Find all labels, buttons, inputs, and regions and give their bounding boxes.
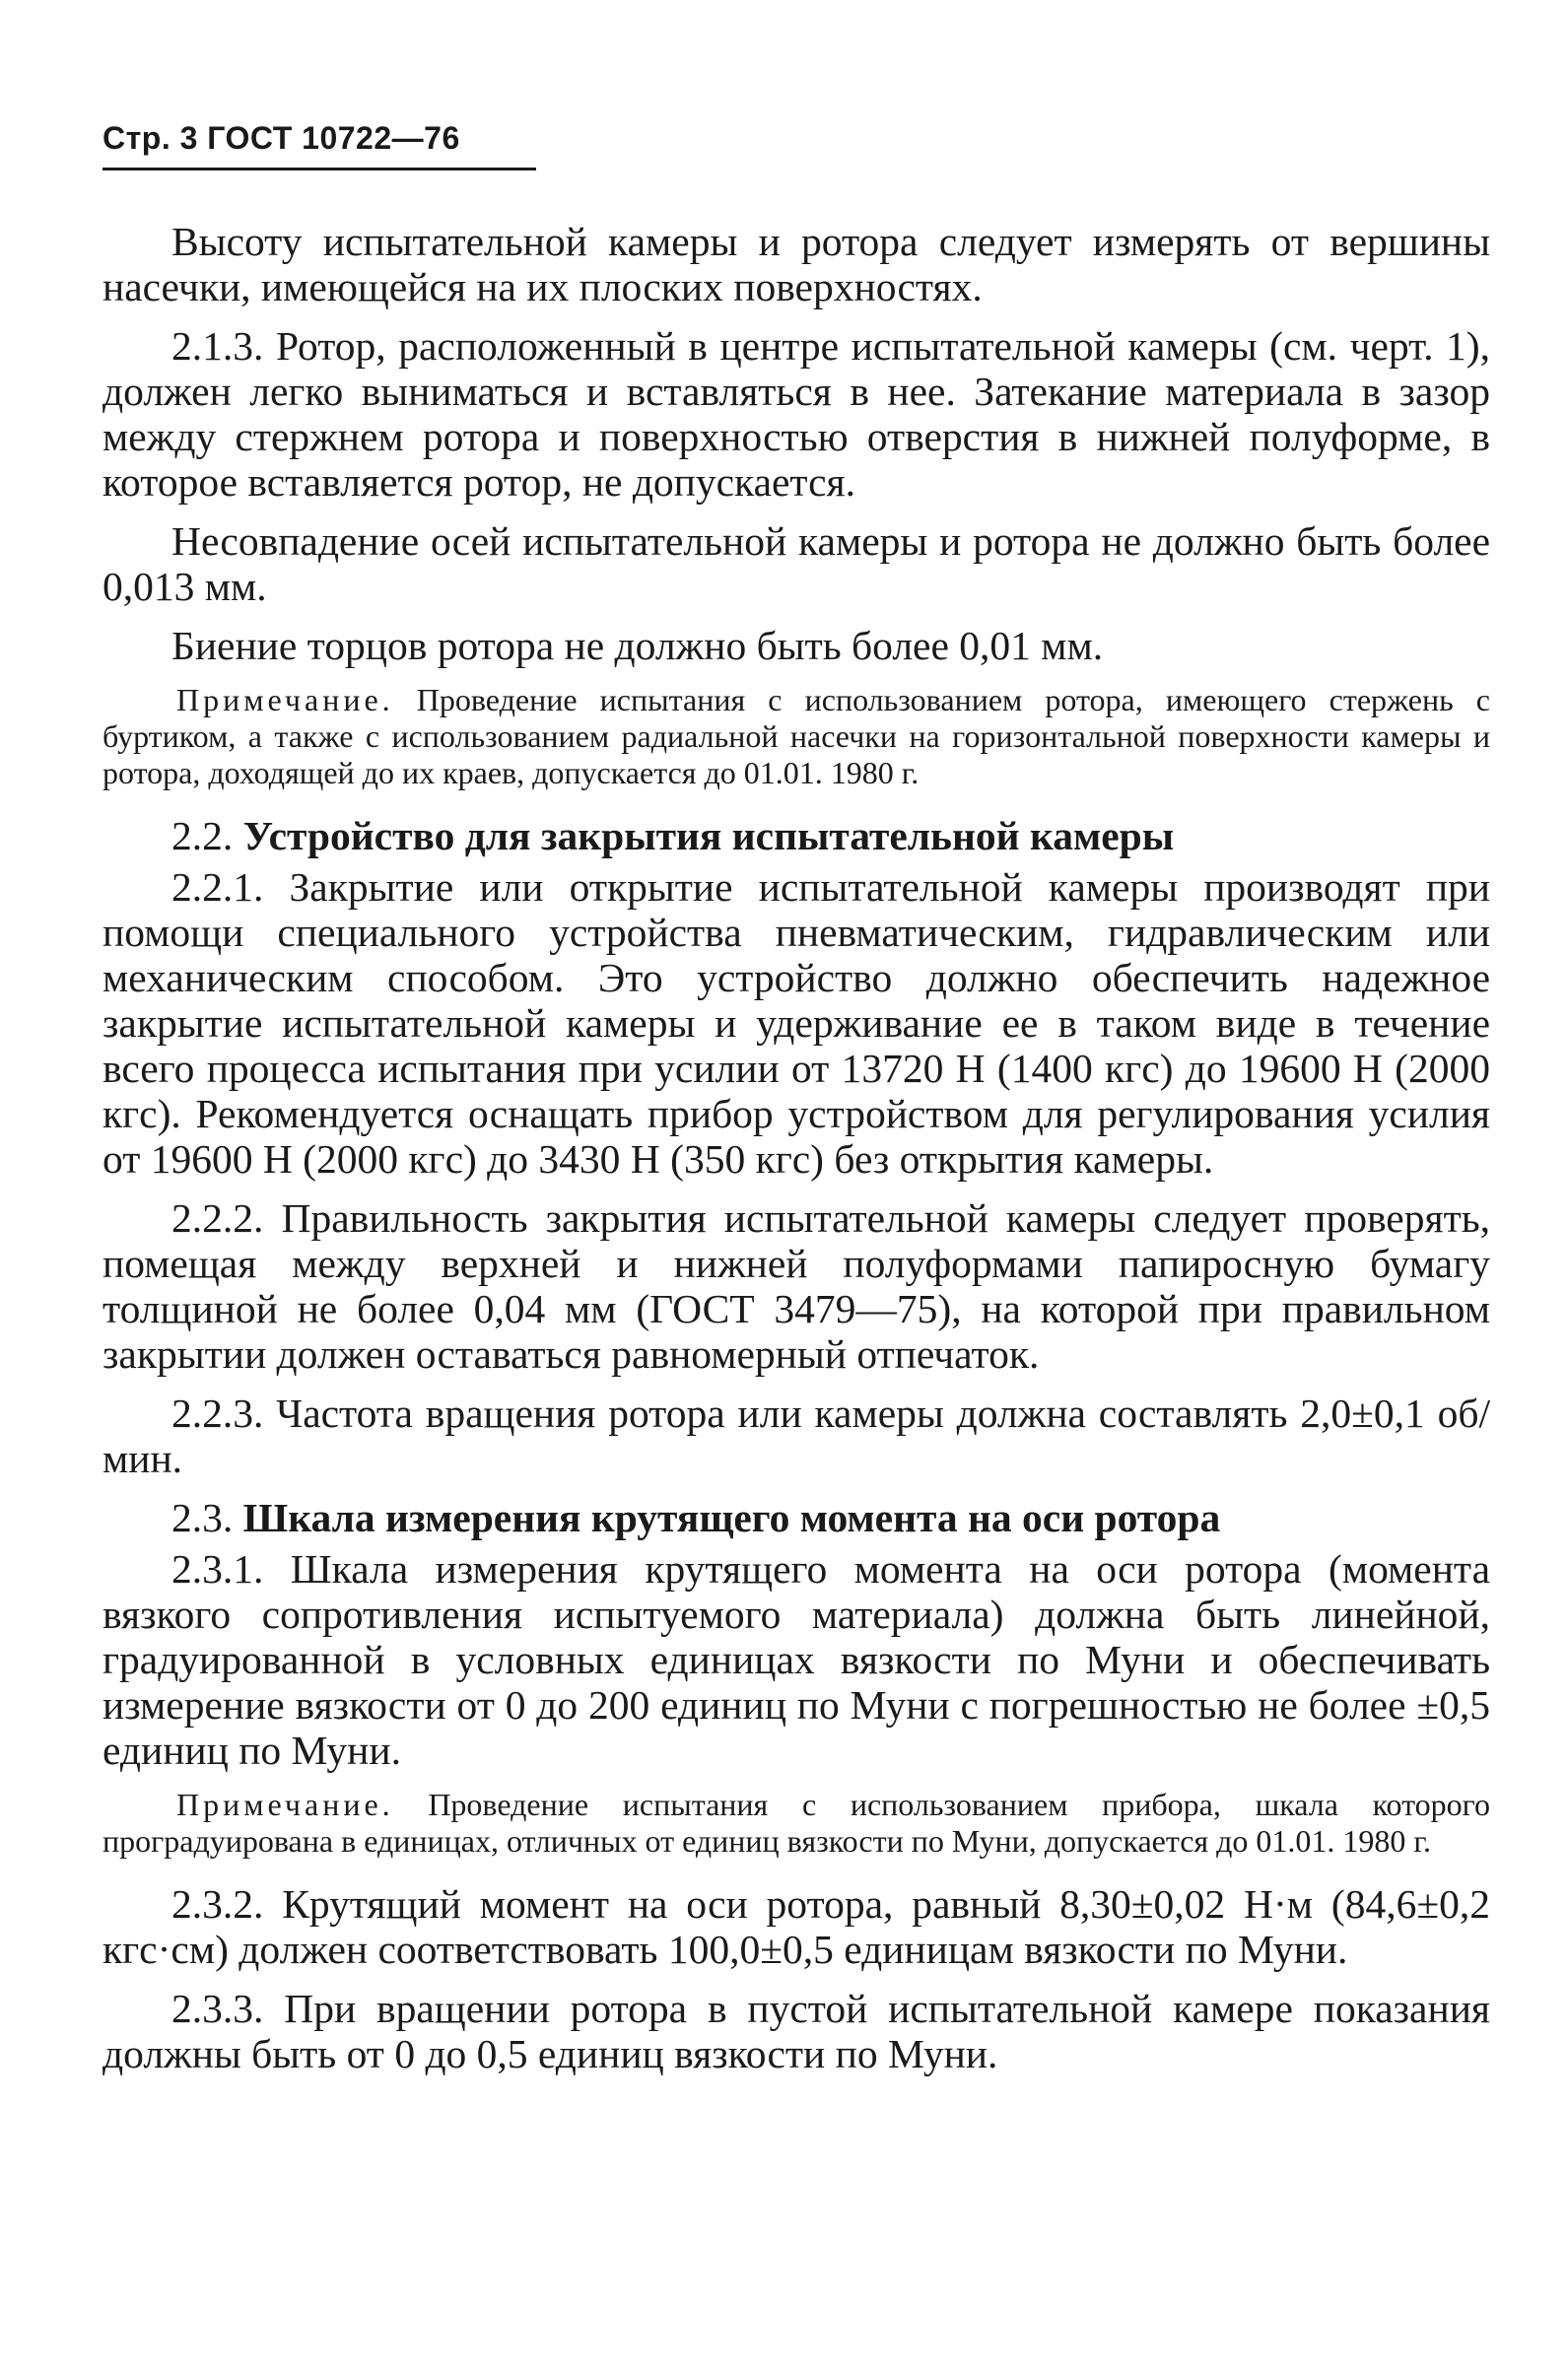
section-heading-2-3: [102, 1495, 1490, 1540]
section-heading-2-2: [102, 813, 1490, 858]
paragraph-axis-misalignment: Несовпадение осей испытательной камеры и ротора не должно быть более 0,013 мм.: [102, 518, 1490, 609]
section-title: Устройство для закрытия испытательной камеры: [242, 813, 1175, 858]
note-label: Примечание.: [176, 1787, 394, 1822]
paragraph-2-2-3: 2.2.3. Частота вращения ротора или камеры должна составлять 2,0±0,1 об/мин.: [102, 1391, 1490, 1481]
paragraph-height-measurement: Высоту испытательной камеры и ротора следует измерять от вершины насечки, имеющейся на их плоских поверхностях.: [102, 219, 1490, 309]
paragraph-2-3-2: 2.3.2. Крутящий момент на оси ротора, равный 8,30±0,02 Н·м (84,6±0,2 кгс·см) должен соответствовать 100,0±0,5 единицам вязкости по Муни.: [102, 1881, 1490, 1972]
paragraph-2-2-2: 2.2.2. Правильность закрытия испытательной камеры следует проверять, помещая между верхней и нижней полуформами папиросную бумагу толщиной не более 0,04 мм (ГОСТ 3479—75), на которой при правильном закрытии должен оставаться равномерный отпечаток.: [102, 1195, 1490, 1377]
section-number: 2.2.: [171, 813, 243, 858]
note-text: Проведение испытания с использованием прибора, шкала которого проградуирована в единицах, отличных от единиц вязкости по Муни, допускается до 01.01. 1980 г.: [102, 1787, 1490, 1859]
header-rule: [102, 168, 536, 170]
paragraph-rotor-runout: Биение торцов ротора не должно быть более 0,01 мм.: [171, 623, 1104, 668]
paragraph-2-2-1: 2.2.1. Закрытие или открытие испытательной камеры производят при помощи специального устройства пневматическим, гидравлическим или механическим способом. Это устройство должно обеспечить надежное закрытие испытательной камеры и удерживание ее в таком виде в течение всего процесса испытания при усилии от 13720 Н (1400 кгс) до 19600 Н (2000 кгс). Рекомендуется оснащать прибор устройством для регулирования усилия от 19600 Н (2000 кгс) до 3430 Н (350 кгс) без открытия камеры.: [102, 864, 1490, 1182]
note-label: Примечание.: [176, 682, 394, 717]
note-rotor: [102, 682, 1490, 791]
section-number: 2.3.: [171, 1495, 243, 1540]
note-scale: [102, 1787, 1490, 1860]
paragraph-2-3-3: 2.3.3. При вращении ротора в пустой испытательной камере показания должны быть от 0 до 0,5 единиц вязкости по Муни.: [102, 1986, 1490, 2076]
note-text: Проведение испытания с использованием ротора, имеющего стержень с буртиком, а также с использованием радиальной насечки на горизонтальной поверхности камеры и ротора, доходящей до их краев, допускается до 01.01. 1980 г.: [102, 682, 1490, 790]
page-header: Стр. 3 ГОСТ 10722—76: [102, 120, 460, 156]
paragraph-2-3-1: 2.3.1. Шкала измерения крутящего момента на оси ротора (момента вязкого сопротивления испытуемого материала) должна быть линейной, градуированной в условных единицах вязкости по Муни и обеспечивать измерение вязкости от 0 до 200 единиц по Муни с погрешностью не более ±0,5 единиц по Муни.: [102, 1546, 1490, 1773]
paragraph-2-1-3: 2.1.3. Ротор, расположенный в центре испытательной камеры (см. черт. 1), должен легко выниматься и вставляться в нее. Затекание материала в зазор между стержнем ротора и поверхностью отверстия в нижней полуформе, в которое вставляется ротор, не допускается.: [102, 323, 1490, 505]
document-body: [102, 219, 1490, 2090]
section-title: Шкала измерения крутящего момента на оси ротора: [242, 1495, 1221, 1540]
